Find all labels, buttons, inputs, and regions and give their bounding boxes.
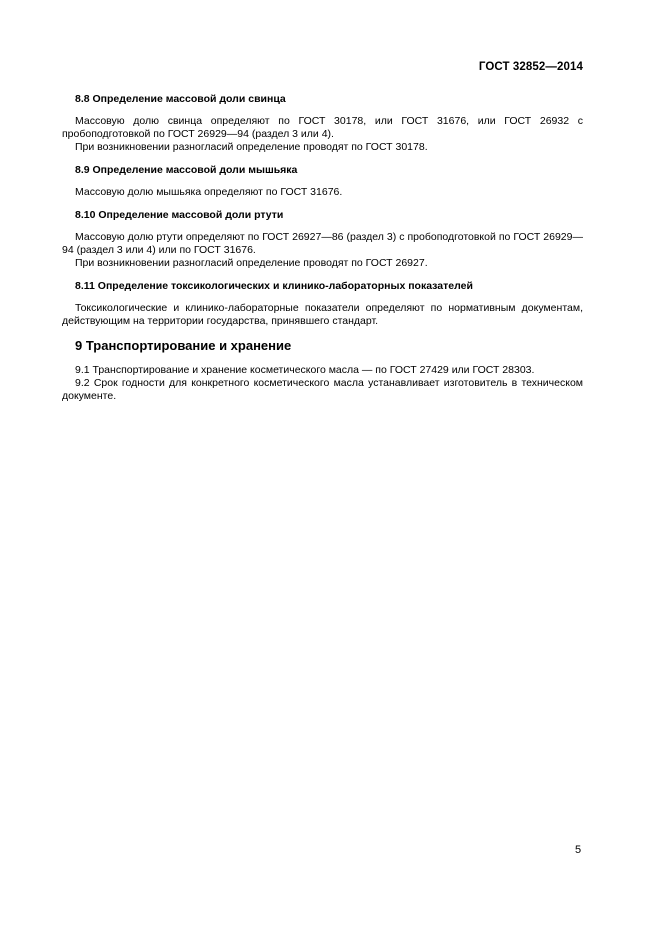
section-8-9-title: 8.9 Определение массовой доли мышьяка: [75, 164, 298, 176]
section-8-10-paragraph-2: При возникновении разногласий определение проводят по ГОСТ 26927.: [75, 257, 428, 269]
section-8-8-title: 8.8 Определение массовой доли свинца: [75, 93, 286, 105]
section-8-10-body: [62, 231, 583, 270]
section-8-9: [75, 164, 583, 199]
section-8-8-body: [62, 115, 583, 154]
section-8-10: [62, 209, 583, 270]
page-number: 5: [575, 844, 582, 856]
section-8-11-body: [62, 302, 583, 328]
section-9-paragraph-2: 9.2 Срок годности для конкретного косметического масла устанавливает изготовитель в техническом документе.: [62, 377, 583, 402]
section-8-10-title: 8.10 Определение массовой доли ртути: [75, 209, 284, 221]
section-9-title: 9 Транспортирование и хранение: [75, 338, 292, 353]
section-8-11-paragraph-1: Токсикологические и клинико-лабораторные показатели определяют по нормативным документам, действующим на территории государства, принявшего стандарт.: [62, 302, 583, 327]
section-8-9-paragraph-1: Массовую долю мышьяка определяют по ГОСТ 31676.: [75, 186, 343, 198]
section-9-paragraph-1: 9.1 Транспортирование и хранение косметического масла — по ГОСТ 27429 или ГОСТ 28303.: [75, 364, 535, 376]
document-code-header: ГОСТ 32852—2014: [478, 61, 583, 73]
section-8-8: [62, 93, 583, 154]
section-8-9-body: [75, 186, 583, 199]
section-8-11: [62, 280, 583, 328]
section-8-10-paragraph-1: Массовую долю ртути определяют по ГОСТ 26927—86 (раздел 3) с пробоподготовкой по ГОСТ 26929—94 (раздел 3 или 4) или по ГОСТ 31676.: [62, 231, 583, 256]
section-8-8-paragraph-1: Массовую долю свинца определяют по ГОСТ 30178, или ГОСТ 31676, или ГОСТ 26932 с пробоподготовкой по ГОСТ 26929—94 (раздел 3 или 4).: [62, 115, 583, 140]
section-8-8-paragraph-2: При возникновении разногласий определение проводят по ГОСТ 30178.: [75, 141, 428, 153]
document-content: [62, 93, 583, 413]
section-8-11-title: 8.11 Определение токсикологических и клинико-лабораторных показателей: [75, 280, 473, 292]
section-9: [62, 338, 583, 403]
